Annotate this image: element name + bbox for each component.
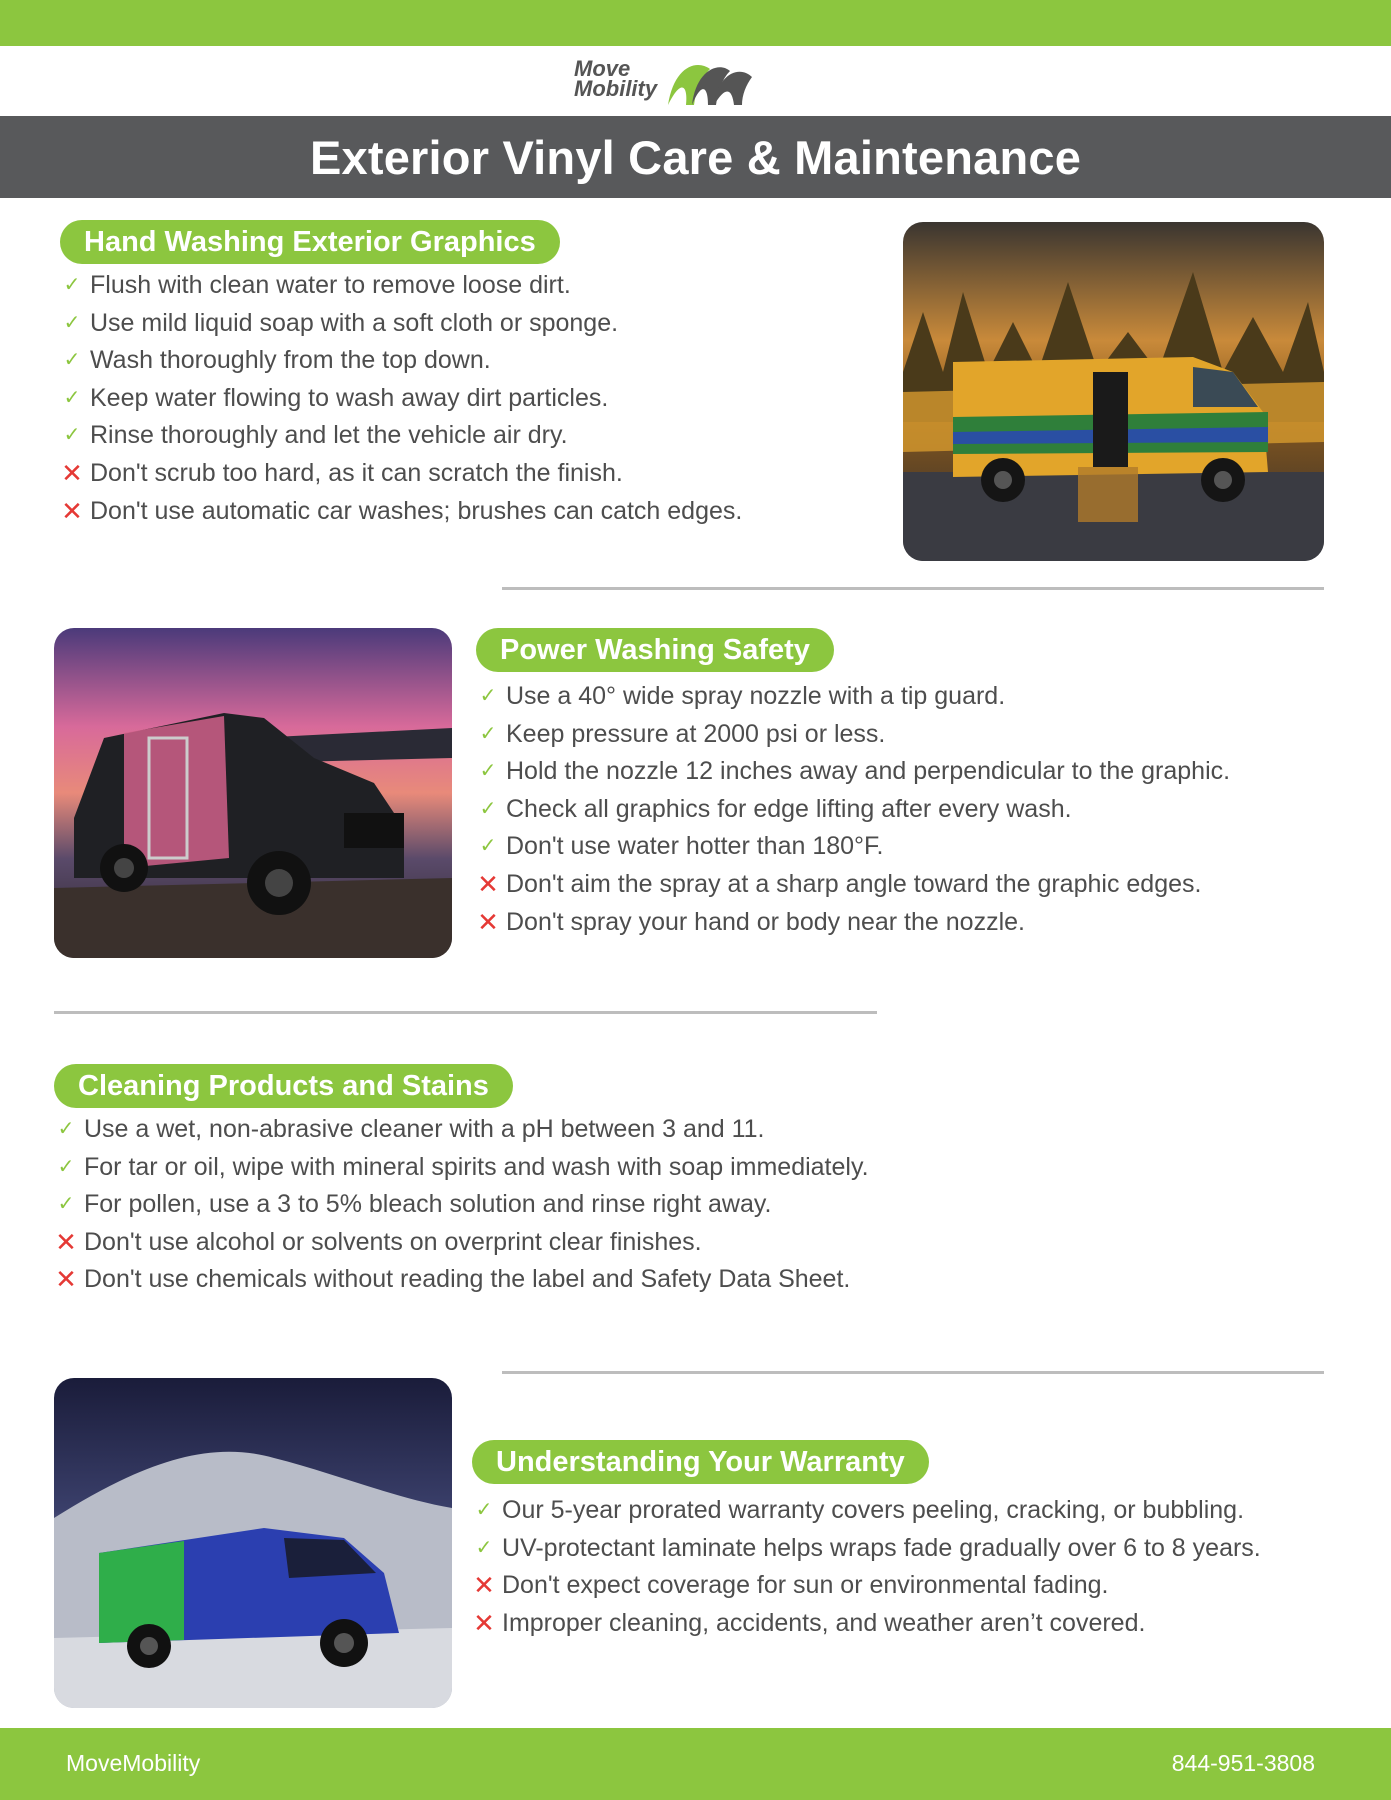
check-icon: ✓ — [479, 835, 497, 858]
footer-brand: MoveMobility — [66, 1750, 201, 1776]
list-item — [60, 493, 742, 531]
x-icon: ✕ — [61, 495, 83, 526]
section-divider — [502, 1371, 1324, 1374]
list-item-text: Don't use chemicals without reading the label and Safety Data Sheet. — [84, 1265, 851, 1294]
list-item-text: Don't aim the spray at a sharp angle toward the graphic edges. — [506, 869, 1202, 898]
list-item-text: Keep pressure at 2000 psi or less. — [506, 719, 886, 748]
check-icon: ✓ — [479, 797, 497, 820]
list-item — [54, 1149, 869, 1187]
list-item — [472, 1605, 1261, 1643]
check-icon: ✓ — [479, 722, 497, 745]
check-icon: ✓ — [57, 1193, 75, 1216]
list-item — [60, 267, 742, 305]
list-item-text: UV-protectant laminate helps wraps fade gradually over 6 to 8 years. — [502, 1533, 1261, 1562]
check-icon: ✓ — [63, 424, 81, 447]
list-item-text: Improper cleaning, accidents, and weather aren’t covered. — [502, 1608, 1146, 1637]
title-bar — [0, 116, 1391, 198]
logo-line-2: Mobility — [574, 76, 658, 101]
list-item-text: Check all graphics for edge lifting after every wash. — [506, 794, 1072, 823]
list-item-text: For tar or oil, wipe with mineral spirits and wash with soap immediately. — [84, 1152, 869, 1181]
check-icon: ✓ — [63, 386, 81, 409]
logo-line-1: Move — [574, 56, 631, 81]
footer — [0, 1728, 1391, 1800]
list-item — [54, 1224, 869, 1262]
logo — [568, 55, 768, 110]
list-item-text: Don't use alcohol or solvents on overprint clear finishes. — [84, 1227, 702, 1256]
list-item-text: Don't use automatic car washes; brushes can catch edges. — [90, 496, 743, 525]
logo-arches-icon — [666, 57, 756, 107]
list-item — [476, 904, 1230, 942]
list-item — [60, 380, 742, 418]
x-icon: ✕ — [61, 457, 83, 488]
list-item-text: Use a wet, non-abrasive cleaner with a pH between 3 and 11. — [84, 1115, 765, 1143]
list-item — [472, 1530, 1261, 1568]
list-item — [476, 828, 1230, 866]
section-heading-cleaning-products: Cleaning Products and Stains — [54, 1064, 513, 1108]
check-icon: ✓ — [475, 1536, 493, 1559]
list-item-text: Don't use water hotter than 180°F. — [506, 832, 884, 861]
section-heading-power-washing: Power Washing Safety — [476, 628, 834, 672]
x-icon: ✕ — [55, 1226, 77, 1257]
check-icon: ✓ — [63, 274, 81, 296]
photo-van-sunset-lake — [54, 628, 452, 958]
check-icon: ✓ — [57, 1118, 75, 1140]
section-divider — [502, 587, 1324, 590]
list-item — [476, 678, 1230, 716]
list-item-text: Keep water flowing to wash away dirt particles. — [90, 383, 609, 412]
list-item — [476, 791, 1230, 829]
list-item-text: Don't spray your hand or body near the nozzle. — [506, 907, 1025, 936]
check-icon: ✓ — [57, 1155, 75, 1178]
x-icon: ✕ — [473, 1570, 495, 1601]
x-icon: ✕ — [477, 868, 499, 899]
x-icon: ✕ — [55, 1264, 77, 1295]
list-item — [472, 1567, 1261, 1605]
list-item — [54, 1186, 869, 1224]
check-icon: ✓ — [63, 349, 81, 372]
list-item — [476, 716, 1230, 754]
list-item — [60, 342, 742, 380]
list-item — [476, 753, 1230, 791]
list-item-text: Don't scrub too hard, as it can scratch the finish. — [90, 458, 623, 487]
x-icon: ✕ — [473, 1607, 495, 1638]
section-divider — [54, 1011, 877, 1014]
logo-wordmark — [574, 56, 658, 101]
photo-van-autumn-forest — [903, 222, 1324, 561]
list-item — [60, 305, 742, 343]
list-item — [60, 417, 742, 455]
warranty-list — [472, 1492, 1261, 1642]
list-item-text: Don't expect coverage for sun or environmental fading. — [502, 1571, 1109, 1600]
check-icon: ✓ — [63, 311, 81, 334]
list-item — [472, 1492, 1261, 1530]
list-item-text: Use mild liquid soap with a soft cloth or sponge. — [90, 308, 619, 337]
list-item — [476, 866, 1230, 904]
check-icon: ✓ — [475, 1499, 493, 1521]
list-item-text: For pollen, use a 3 to 5% bleach solution and rinse right away. — [84, 1190, 772, 1219]
x-icon: ✕ — [477, 906, 499, 937]
list-item-text: Use a 40° wide spray nozzle with a tip guard. — [506, 682, 1006, 710]
hand-washing-list — [60, 267, 742, 530]
list-item-text: Rinse thoroughly and let the vehicle air dry. — [90, 421, 568, 450]
list-item — [54, 1111, 869, 1149]
footer-phone: 844-951-3808 — [1171, 1750, 1315, 1776]
section-heading-warranty: Understanding Your Warranty — [472, 1440, 929, 1484]
list-item — [54, 1261, 869, 1299]
list-item-text: Flush with clean water to remove loose dirt. — [90, 271, 571, 299]
page-title: Exterior Vinyl Care & Maintenance — [309, 130, 1082, 184]
list-item-text: Hold the nozzle 12 inches away and perpendicular to the graphic. — [506, 757, 1231, 786]
top-accent-bar — [0, 0, 1391, 46]
list-item — [60, 455, 742, 493]
check-icon: ✓ — [479, 760, 497, 783]
check-icon: ✓ — [479, 685, 497, 707]
section-heading-hand-washing: Hand Washing Exterior Graphics — [60, 220, 560, 264]
cleaning-products-list — [54, 1111, 869, 1299]
photo-van-snowy-mountain — [54, 1378, 452, 1708]
list-item-text: Our 5-year prorated warranty covers peeling, cracking, or bubbling. — [502, 1496, 1245, 1524]
power-washing-list — [476, 678, 1230, 941]
list-item-text: Wash thoroughly from the top down. — [90, 346, 491, 375]
